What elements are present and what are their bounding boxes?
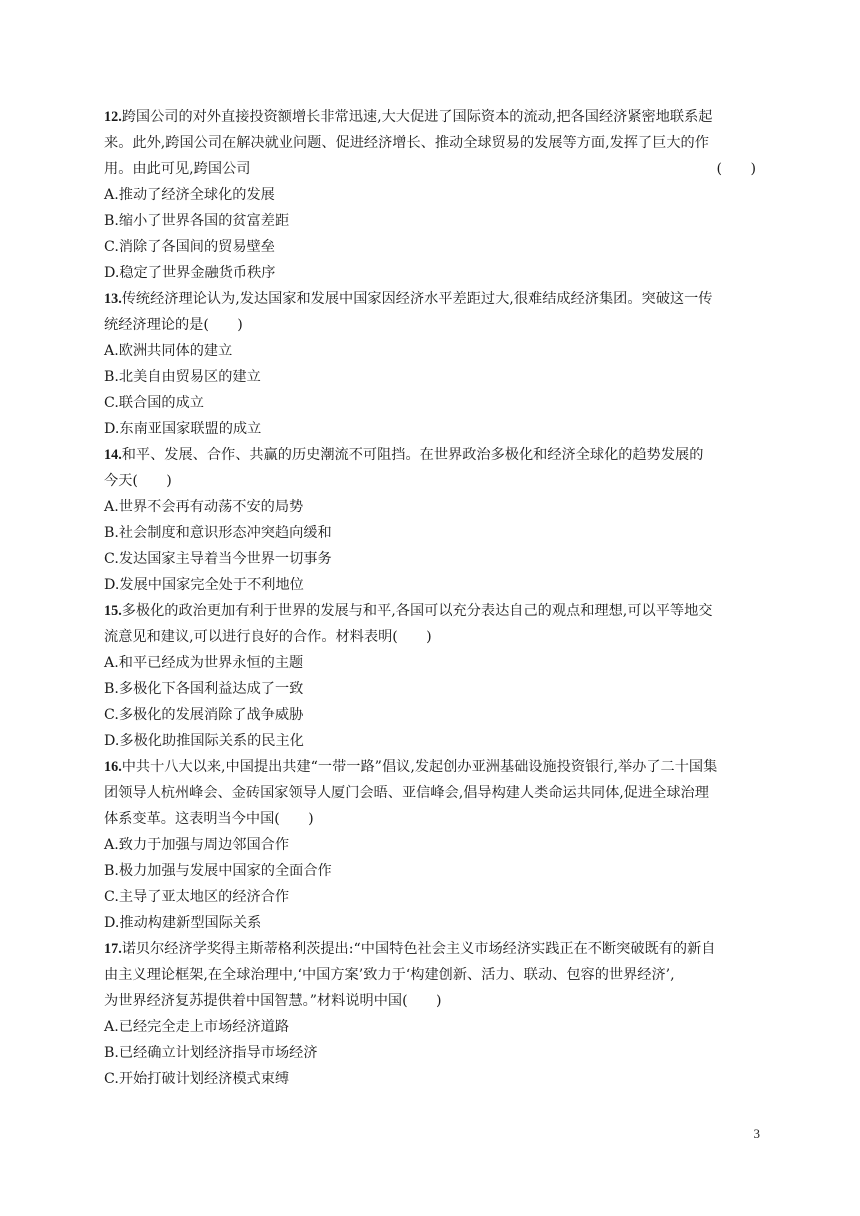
option-b: B.极力加强与发展中国家的全面合作 xyxy=(104,863,332,879)
question-stem-line: 今天( ) xyxy=(104,473,172,489)
question-number: 15. xyxy=(104,603,122,619)
question-stem-line: 流意见和建议,可以进行良好的合作。材料表明( ) xyxy=(104,629,432,645)
question-number: 12. xyxy=(104,109,122,125)
option-a: A.致力于加强与周边邻国合作 xyxy=(104,837,290,853)
option-a: A.世界不会再有动荡不安的局势 xyxy=(104,499,304,515)
question-stem-line: 统经济理论的是( ) xyxy=(104,317,243,333)
question-14 xyxy=(104,442,760,598)
question-15 xyxy=(104,598,760,754)
question-number: 14. xyxy=(104,447,122,463)
option-c: C.开始打破计划经济模式束缚 xyxy=(104,1071,290,1087)
question-stem-line: 12.跨国公司的对外直接投资额增长非常迅速,大大促进了国际资本的流动,把各国经济紧密地联系起 xyxy=(104,109,713,125)
exam-page-content xyxy=(104,104,760,1092)
question-stem-line: 来。此外,跨国公司在解决就业问题、促进经济增长、推动全球贸易的发展等方面,发挥了巨大的作 xyxy=(104,135,709,151)
option-a: A.推动了经济全球化的发展 xyxy=(104,187,275,203)
option-a: A.欧洲共同体的建立 xyxy=(104,343,233,359)
question-stem-line: 16.中共十八大以来,中国提出共建“一带一路”倡议,发起创办亚洲基础设施投资银行,举办了二十国集 xyxy=(104,759,718,775)
option-c: C.多极化的发展消除了战争威胁 xyxy=(104,707,304,723)
question-number: 17. xyxy=(104,941,122,957)
question-stem-line: 用。由此可见,跨国公司 ( ) xyxy=(104,156,760,182)
question-stem-line: 13.传统经济理论认为,发达国家和发展中国家因经济水平差距过大,很难结成经济集团。突破这一传 xyxy=(104,291,713,307)
option-d: D.东南亚国家联盟的成立 xyxy=(104,421,262,437)
question-number: 16. xyxy=(104,759,122,775)
option-b: B.北美自由贸易区的建立 xyxy=(104,369,261,385)
option-c: C.主导了亚太地区的经济合作 xyxy=(104,889,290,905)
page-number: 3 xyxy=(753,1126,760,1141)
question-12 xyxy=(104,104,760,286)
option-a: A.和平已经成为世界永恒的主题 xyxy=(104,655,304,671)
question-stem-line: 17.诺贝尔经济学奖得主斯蒂格利茨提出:“中国特色社会主义市场经济实践正在不断突破既有的新自 xyxy=(104,941,716,957)
question-stem-line: 为世界经济复苏提供着中国智慧。”材料说明中国( ) xyxy=(104,993,442,1009)
question-number: 13. xyxy=(104,291,122,307)
option-a: A.已经完全走上市场经济道路 xyxy=(104,1019,290,1035)
question-stem-line: 14.和平、发展、合作、共赢的历史潮流不可阻挡。在世界政治多极化和经济全球化的趋势发展的 xyxy=(104,447,704,463)
question-13 xyxy=(104,286,760,442)
question-17 xyxy=(104,936,760,1092)
option-b: B.多极化下各国利益达成了一致 xyxy=(104,681,304,697)
option-d: D.发展中国家完全处于不利地位 xyxy=(104,577,304,593)
option-d: D.多极化助推国际关系的民主化 xyxy=(104,733,304,749)
question-stem-line: 体系变革。这表明当今中国( ) xyxy=(104,811,314,827)
question-16 xyxy=(104,754,760,936)
answer-parentheses: ( ) xyxy=(716,161,756,177)
option-c: C.发达国家主导着当今世界一切事务 xyxy=(104,551,332,567)
option-c: C.消除了各国间的贸易壁垒 xyxy=(104,239,275,255)
option-c: C.联合国的成立 xyxy=(104,395,204,411)
question-stem-line: 由主义理论框架,在全球治理中,‘中国方案’致力于‘构建创新、活力、联动、包容的世界经济’, xyxy=(104,967,675,983)
option-d: D.稳定了世界金融货币秩序 xyxy=(104,265,276,281)
option-d: D.推动构建新型国际关系 xyxy=(104,915,262,931)
option-b: B.社会制度和意识形态冲突趋向缓和 xyxy=(104,525,332,541)
option-b: B.缩小了世界各国的贫富差距 xyxy=(104,213,290,229)
question-stem-line: 团领导人杭州峰会、金砖国家领导人厦门会晤、亚信峰会,倡导构建人类命运共同体,促进全球治理 xyxy=(104,785,709,801)
option-b: B.已经确立计划经济指导市场经济 xyxy=(104,1045,318,1061)
question-stem-line: 15.多极化的政治更加有利于世界的发展与和平,各国可以充分表达自己的观点和理想,可以平等地交 xyxy=(104,603,713,619)
